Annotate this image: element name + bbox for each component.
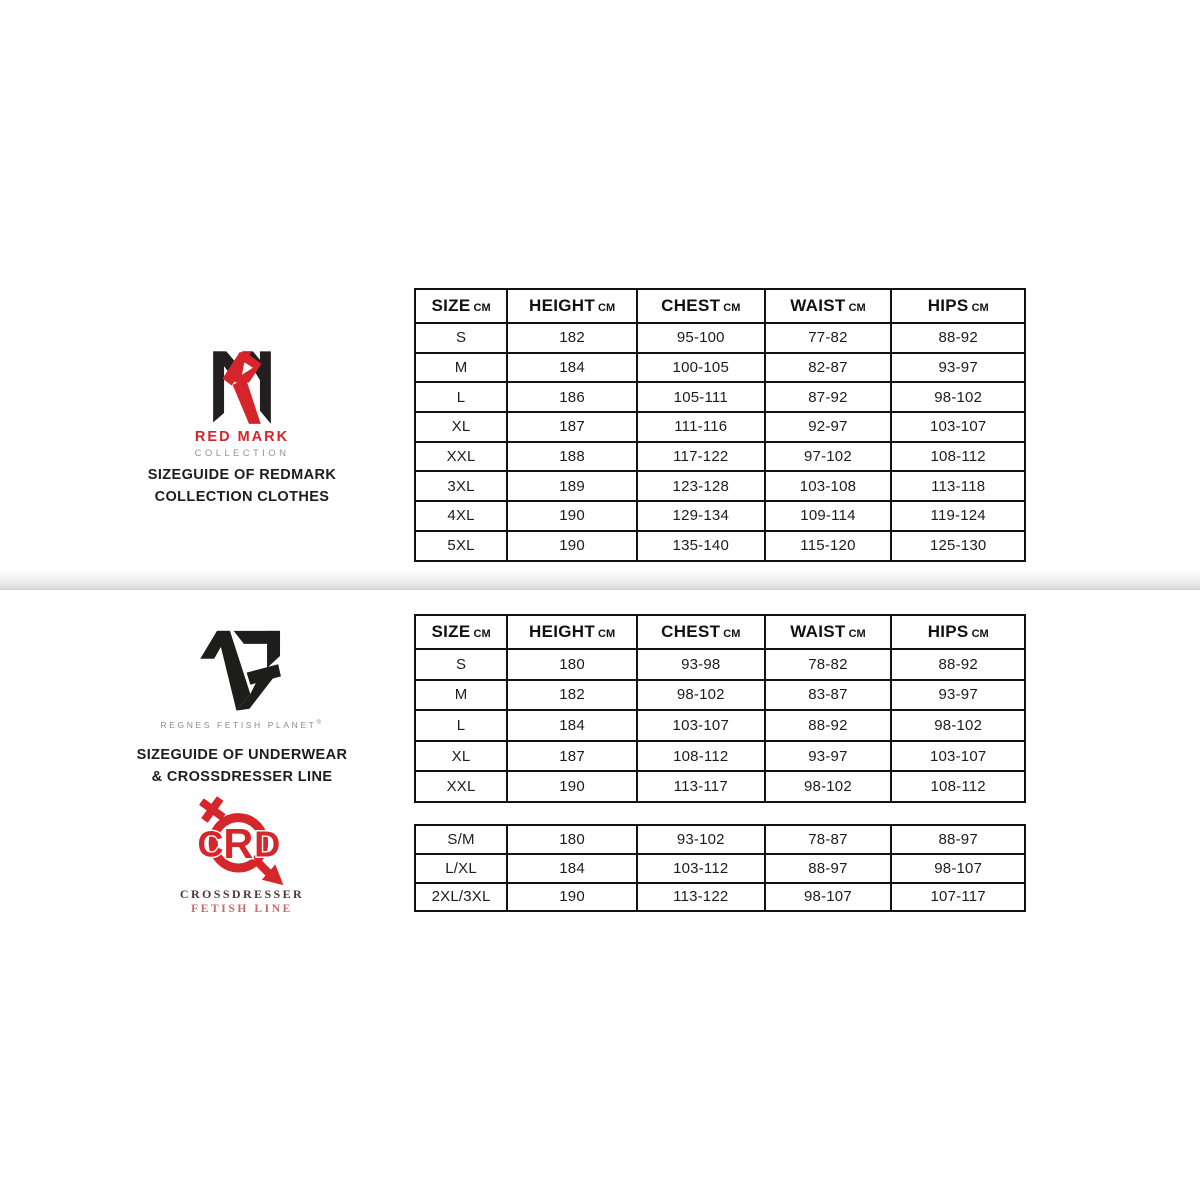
table-cell: 93-97 — [891, 680, 1025, 711]
table-cell: 129-134 — [637, 501, 764, 531]
table-cell: S/M — [415, 825, 507, 854]
table-cell: S — [415, 323, 507, 353]
table-cell: 103-108 — [765, 471, 892, 501]
crd-letter-d: D — [254, 823, 281, 865]
table-cell: 107-117 — [891, 883, 1025, 912]
redmark-caption-line2: COLLECTION CLOTHES — [154, 489, 330, 505]
table-row — [415, 771, 1025, 802]
table-row — [415, 531, 1025, 561]
table-cell: 78-87 — [765, 825, 892, 854]
table-cell: 103-112 — [637, 854, 764, 883]
column-header: HIPS CM — [891, 289, 1025, 323]
redmark-wordmark: RED MARK — [194, 429, 290, 445]
table-cell: 190 — [507, 883, 637, 912]
redmark-size-table — [414, 288, 1026, 562]
table-cell: 93-97 — [891, 353, 1025, 383]
header-row — [415, 289, 1025, 323]
table-cell: 98-102 — [891, 382, 1025, 412]
table-cell: 113-118 — [891, 471, 1025, 501]
table-cell: 98-107 — [765, 883, 892, 912]
table-cell: 135-140 — [637, 531, 764, 561]
redmark-sizeguide-caption — [122, 464, 362, 508]
table-cell: 83-87 — [765, 680, 892, 711]
table-cell: 98-102 — [637, 680, 764, 711]
header-row — [415, 615, 1025, 649]
table-row — [415, 382, 1025, 412]
column-header: HEIGHT CM — [507, 289, 637, 323]
regnes-logo-caption: REGNES FETISH PLANET® — [160, 720, 324, 730]
column-header: SIZE CM — [415, 615, 507, 649]
table-cell: L/XL — [415, 854, 507, 883]
table-cell: 109-114 — [765, 501, 892, 531]
table-cell: L — [415, 710, 507, 741]
underwear-sizeguide-caption — [122, 744, 362, 788]
underwear-caption-line1: SIZEGUIDE OF UNDERWEAR — [136, 747, 348, 763]
regnes-rf-monogram-icon — [191, 625, 293, 711]
table-cell: 180 — [507, 825, 637, 854]
underwear-size-table — [414, 614, 1026, 803]
table-cell: 78-82 — [765, 649, 892, 680]
crd-letter-c: C — [197, 823, 224, 865]
table-row — [415, 854, 1025, 883]
table-cell: 2XL/3XL — [415, 883, 507, 912]
table-cell: 187 — [507, 412, 637, 442]
table-cell: 95-100 — [637, 323, 764, 353]
table-cell: 117-122 — [637, 442, 764, 472]
table-cell: 187 — [507, 741, 637, 772]
column-header: WAIST CM — [765, 289, 892, 323]
table-cell: 184 — [507, 353, 637, 383]
table-row — [415, 649, 1025, 680]
table-cell: 88-97 — [765, 854, 892, 883]
table-cell: 111-116 — [637, 412, 764, 442]
table-cell: 5XL — [415, 531, 507, 561]
column-header: SIZE CM — [415, 289, 507, 323]
table-cell: 182 — [507, 680, 637, 711]
redmark-logo-block — [132, 349, 352, 459]
table-row — [415, 883, 1025, 912]
table-cell: 98-102 — [891, 710, 1025, 741]
table-cell: 125-130 — [891, 531, 1025, 561]
column-header: HEIGHT CM — [507, 615, 637, 649]
table-cell: 77-82 — [765, 323, 892, 353]
redmark-wordmark-sub: COLLECTION — [194, 448, 290, 459]
redmark-rm-monogram-icon — [203, 349, 281, 427]
column-header: CHEST CM — [637, 289, 764, 323]
table-cell: 4XL — [415, 501, 507, 531]
crd-letter-r: R — [223, 821, 254, 868]
registered-mark: ® — [316, 720, 324, 727]
table-cell: 98-107 — [891, 854, 1025, 883]
table-cell: 186 — [507, 382, 637, 412]
table-row — [415, 353, 1025, 383]
table-cell: 88-92 — [765, 710, 892, 741]
table-cell: 3XL — [415, 471, 507, 501]
table-cell: XL — [415, 741, 507, 772]
table-row — [415, 741, 1025, 772]
table-cell: M — [415, 353, 507, 383]
table-cell: 93-97 — [765, 741, 892, 772]
table-row — [415, 501, 1025, 531]
table-cell: 108-112 — [891, 442, 1025, 472]
table-cell: 82-87 — [765, 353, 892, 383]
table-cell: 103-107 — [891, 412, 1025, 442]
crossdresser-logo-block — [142, 796, 342, 915]
crossdresser-crd-gender-symbol-icon — [194, 796, 290, 886]
table-cell: 189 — [507, 471, 637, 501]
table-cell: 88-92 — [891, 649, 1025, 680]
table-cell: 188 — [507, 442, 637, 472]
table-cell: 190 — [507, 501, 637, 531]
table-cell: 88-97 — [891, 825, 1025, 854]
table-cell: M — [415, 680, 507, 711]
table-cell: 182 — [507, 323, 637, 353]
crossdresser-size-table — [414, 824, 1026, 912]
table-cell: L — [415, 382, 507, 412]
table-cell: 100-105 — [637, 353, 764, 383]
table-cell: 103-107 — [891, 741, 1025, 772]
table-cell: 97-102 — [765, 442, 892, 472]
table-row — [415, 442, 1025, 472]
table-cell: 115-120 — [765, 531, 892, 561]
table-cell: S — [415, 649, 507, 680]
underwear-table-header — [415, 615, 1025, 649]
crossdresser-caption-line1: CROSSDRESSER — [179, 887, 305, 901]
table-row — [415, 710, 1025, 741]
table-cell: 113-122 — [637, 883, 764, 912]
table-cell: 119-124 — [891, 501, 1025, 531]
table-cell: 87-92 — [765, 382, 892, 412]
table-cell: 190 — [507, 531, 637, 561]
table-row — [415, 471, 1025, 501]
column-header: CHEST CM — [637, 615, 764, 649]
column-header: WAIST CM — [765, 615, 892, 649]
redmark-table-header — [415, 289, 1025, 323]
table-cell: 180 — [507, 649, 637, 680]
table-cell: 92-97 — [765, 412, 892, 442]
crossdresser-caption-line2: FETISH LINE — [191, 903, 293, 915]
column-header: HIPS CM — [891, 615, 1025, 649]
table-cell: 98-102 — [765, 771, 892, 802]
table-cell: 190 — [507, 771, 637, 802]
table-cell: XXL — [415, 771, 507, 802]
table-row — [415, 680, 1025, 711]
table-cell: 113-117 — [637, 771, 764, 802]
table-row — [415, 323, 1025, 353]
table-cell: 93-102 — [637, 825, 764, 854]
table-row — [415, 412, 1025, 442]
table-cell: 123-128 — [637, 471, 764, 501]
table-cell: XL — [415, 412, 507, 442]
table-cell: XXL — [415, 442, 507, 472]
table-cell: 93-98 — [637, 649, 764, 680]
table-cell: 103-107 — [637, 710, 764, 741]
section-divider-band — [0, 570, 1200, 590]
regnes-logo-block — [132, 625, 352, 730]
table-cell: 88-92 — [891, 323, 1025, 353]
table-row — [415, 825, 1025, 854]
table-cell: 184 — [507, 710, 637, 741]
table-cell: 105-111 — [637, 382, 764, 412]
table-cell: 108-112 — [637, 741, 764, 772]
table-cell: 108-112 — [891, 771, 1025, 802]
underwear-caption-line2: & CROSSDRESSER LINE — [151, 769, 333, 785]
table-cell: 184 — [507, 854, 637, 883]
redmark-caption-line1: SIZEGUIDE OF REDMARK — [147, 467, 337, 483]
